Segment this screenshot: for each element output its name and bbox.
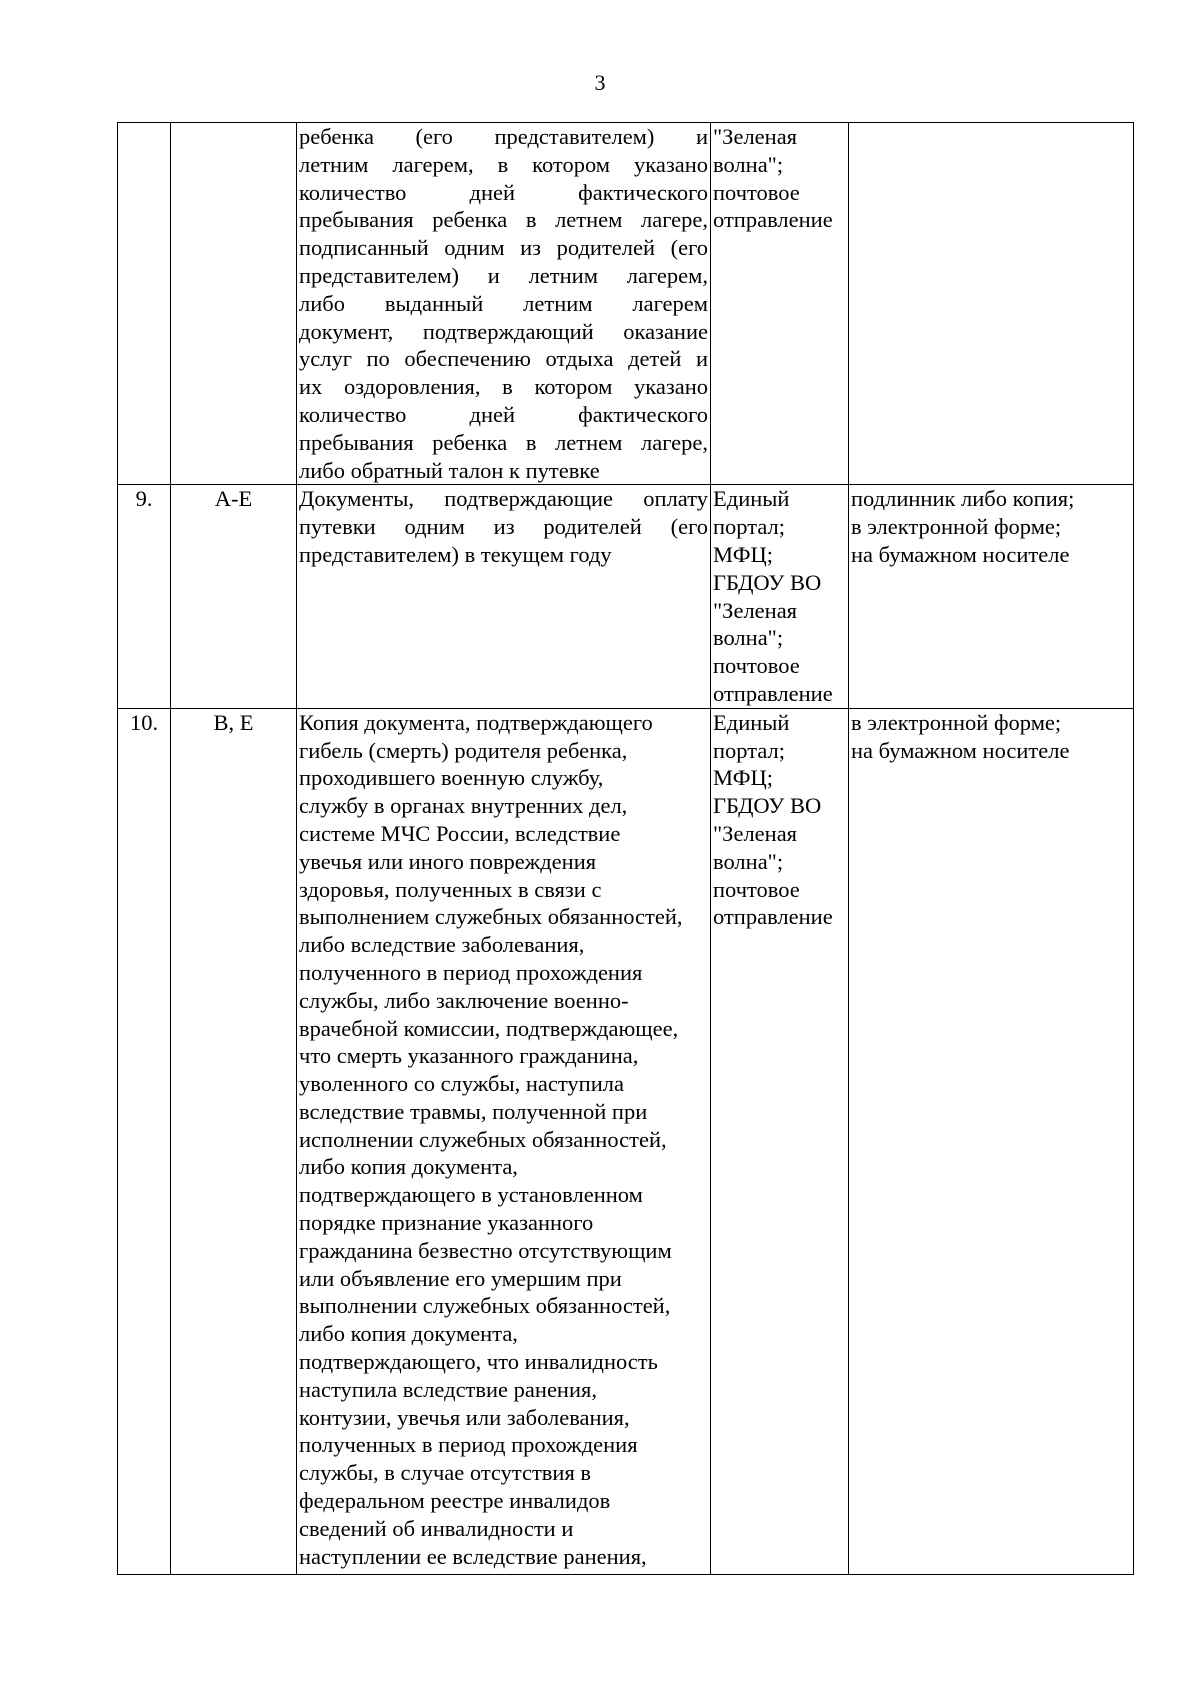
description-line: выполнении служебных обязанностей,: [299, 1293, 671, 1319]
description-line: либо обратный талон к путевке: [299, 457, 600, 483]
channel-line: ГБДОУ ВО: [713, 569, 822, 595]
channel-line: отправление: [713, 680, 833, 706]
form-line: подлинник либо копия;: [851, 486, 1075, 512]
description-line: документ, подтверждающий оказание: [299, 318, 708, 344]
description-line: врачебной комиссии, подтверждающее,: [299, 1015, 679, 1041]
description-line: вследствие травмы, полученной при: [299, 1098, 648, 1124]
channel-line: МФЦ;: [713, 765, 773, 791]
channel-line: Единый: [713, 709, 790, 735]
form-line: на бумажном носителе: [851, 737, 1070, 763]
description-line: пребывания ребенка в летнем лагере,: [299, 207, 708, 233]
description-line: полученных в период прохождения: [299, 1432, 638, 1458]
description-line: либо копия документа,: [299, 1321, 518, 1347]
description-line: Копия документа, подтверждающего: [299, 709, 653, 735]
channel-line: отправление: [713, 207, 833, 233]
channel-line: волна";: [713, 848, 784, 874]
description-line: что смерть указанного гражданина,: [299, 1043, 639, 1069]
description-line: пребывания ребенка в летнем лагере,: [299, 429, 708, 455]
row-description-cell: [297, 123, 711, 485]
row-description-cell: [297, 708, 711, 1574]
description-line: порядке признание указанного: [299, 1210, 594, 1236]
description-line: контузии, увечья или заболевания,: [299, 1404, 630, 1430]
description-line: ребенка (его представителем) и: [299, 124, 708, 149]
channel-line: Единый: [713, 486, 790, 512]
row-number-cell: 9.: [118, 485, 171, 708]
channel-line: отправление: [713, 904, 833, 930]
description-line: службы, либо заключение военно-: [299, 987, 629, 1013]
description-line: выполнением служебных обязанностей,: [299, 904, 683, 930]
description-line: подписанный одним из родителей (его: [299, 235, 708, 261]
description-line: либо копия документа,: [299, 1154, 518, 1180]
form-line: на бумажном носителе: [851, 541, 1070, 567]
channel-line: портал;: [713, 737, 786, 763]
description-line: уволенного со службы, наступила: [299, 1071, 624, 1097]
form-line: в электронной форме;: [851, 514, 1062, 540]
description-line: увечья или иного повреждения: [299, 848, 597, 874]
table-row: [118, 123, 1134, 485]
channel-line: почтовое: [713, 179, 800, 205]
description-line: федеральном реестре инвалидов: [299, 1488, 611, 1514]
description-line: системе МЧС России, вследствие: [299, 820, 621, 846]
row-code-cell: А-Е: [171, 485, 297, 708]
channel-line: МФЦ;: [713, 541, 773, 567]
table-row: [118, 708, 1134, 1574]
description-line: полученного в период прохождения: [299, 959, 643, 985]
description-line: представителем) в текущем году: [299, 541, 612, 567]
channel-line: портал;: [713, 514, 786, 540]
channel-line: волна";: [713, 625, 784, 651]
channel-line: волна";: [713, 151, 784, 177]
channel-line: почтовое: [713, 876, 800, 902]
page-number: 3: [594, 70, 606, 95]
channel-line: почтовое: [713, 653, 800, 679]
row-description-cell: [297, 485, 711, 708]
description-line: наступила вследствие ранения,: [299, 1376, 597, 1402]
description-line: сведений об инвалидности и: [299, 1515, 574, 1541]
row-channel-cell: [711, 708, 849, 1574]
row-form-cell: [849, 708, 1134, 1574]
row-code-cell: В, Е: [171, 708, 297, 1574]
channel-line: "Зеленая: [713, 820, 798, 846]
description-line: службу в органах внутренних дел,: [299, 793, 628, 819]
table-row: [118, 485, 1134, 708]
description-line: летним лагерем, в котором указано: [299, 151, 708, 177]
row-form-cell: [849, 123, 1134, 485]
form-line: в электронной форме;: [851, 709, 1062, 735]
row-number-cell: 10.: [118, 708, 171, 1574]
row-channel-cell: [711, 485, 849, 708]
description-line: исполнении служебных обязанностей,: [299, 1126, 667, 1152]
description-line: гражданина безвестно отсутствующим: [299, 1237, 672, 1263]
channel-line: ГБДОУ ВО: [713, 793, 822, 819]
row-form-cell: [849, 485, 1134, 708]
channel-line: "Зеленая: [713, 124, 798, 149]
description-line: наступлении ее вследствие ранения,: [299, 1543, 647, 1569]
description-line: услуг по обеспечению отдыха детей и: [299, 346, 708, 372]
channel-line: "Зеленая: [713, 597, 798, 623]
description-line: службы, в случае отсутствия в: [299, 1460, 592, 1486]
row-number-cell: [118, 123, 171, 485]
description-line: либо вследствие заболевания,: [299, 932, 585, 958]
description-line: здоровья, полученных в связи с: [299, 876, 602, 902]
description-line: путевки одним из родителей (его: [299, 514, 708, 540]
description-line: или объявление его умершим при: [299, 1265, 622, 1291]
description-line: подтверждающего в установленном: [299, 1182, 643, 1208]
description-line: подтверждающего, что инвалидность: [299, 1349, 658, 1375]
description-line: количество дней фактического: [299, 179, 708, 205]
description-line: проходившего военную службу,: [299, 765, 604, 791]
description-line: представителем) и летним лагерем,: [299, 262, 708, 288]
description-line: либо выданный летним лагерем: [299, 290, 708, 316]
row-channel-cell: [711, 123, 849, 485]
documents-table: [117, 122, 1134, 1575]
description-line: гибель (смерть) родителя ребенка,: [299, 737, 628, 763]
description-line: их оздоровления, в котором указано: [299, 374, 708, 400]
description-line: Документы, подтверждающие оплату: [299, 486, 708, 512]
row-code-cell: [171, 123, 297, 485]
description-line: количество дней фактического: [299, 401, 708, 427]
